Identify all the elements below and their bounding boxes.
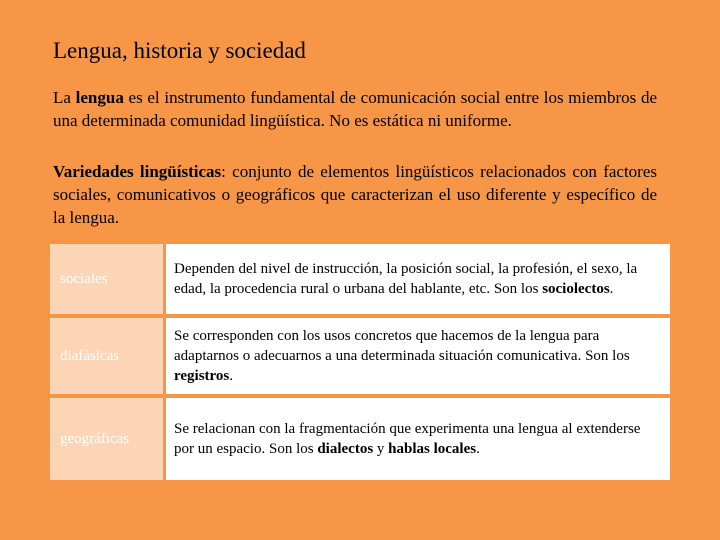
intro-bold-term: Variedades lingüísticas — [53, 162, 222, 181]
desc-text: . — [476, 441, 480, 457]
desc-text: . — [609, 281, 614, 297]
intro-text: : conjunto de elementos lingüísticos relacionados con factores sociales, comunicativos o geográficos que caracterizan el uso diferente y específico de la lengua. — [53, 162, 657, 227]
desc-text: . — [229, 368, 234, 384]
desc-text: Se relacionan con la fragmentación que experimenta una lengua al extenderse por un espacio. Son los — [174, 421, 641, 457]
intro-text: La — [53, 88, 76, 107]
varieties-table — [50, 244, 670, 480]
desc-text: Se corresponden con los usos concretos que hacemos de la lengua para adaptarnos o adecuarnos a una determinada situación comunicativa. Son los — [174, 328, 630, 364]
desc-text: y — [373, 441, 389, 457]
table-row — [50, 316, 670, 396]
page-title: Lengua, historia y sociedad — [53, 38, 306, 63]
variety-label: sociales — [50, 244, 165, 316]
variety-label: geográficas — [50, 396, 165, 480]
variety-description — [165, 396, 671, 480]
desc-bold: sociolectos — [542, 281, 610, 297]
table-row — [50, 396, 670, 480]
desc-bold: hablas locales — [388, 441, 477, 457]
variety-description — [165, 316, 671, 396]
intro-bold-term: lengua — [75, 88, 124, 107]
table-row — [50, 244, 670, 316]
desc-text: Dependen del nivel de instrucción, la posición social, la profesión, el sexo, la edad, la procedencia rural o urbana del hablante, etc. Son los — [174, 261, 638, 297]
intro-text: es el instrumento fundamental de comunicación social entre los miembros de una determinada comunidad lingüística. No es estática ni uniforme. — [53, 88, 658, 130]
variety-description — [165, 244, 671, 316]
desc-bold: dialectos — [317, 441, 374, 457]
intro-paragraph-variedades — [53, 160, 657, 229]
desc-bold: registros — [174, 368, 230, 384]
variety-label: diafásicas — [50, 316, 165, 396]
intro-paragraph-lengua — [53, 86, 657, 132]
